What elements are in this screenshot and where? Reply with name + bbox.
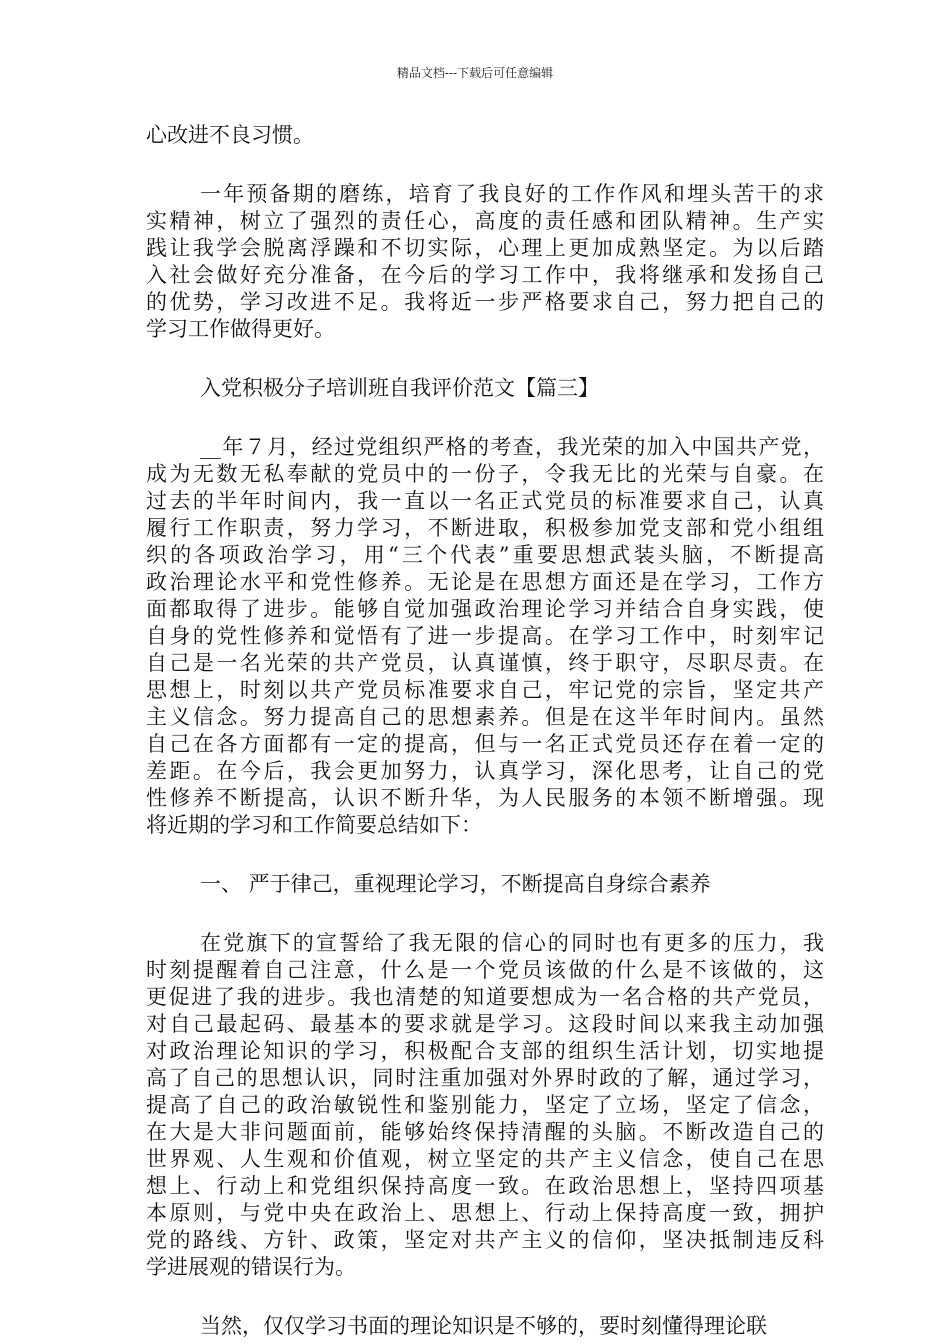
text-line: 实精神，树立了强烈的责任心，高度的责任感和团队精神。生产实 [146, 209, 824, 233]
paragraph-gap [146, 149, 824, 181]
text-line: 政治理论水平和党性修养。无论是在思想方面还是在学习，工作方 [146, 570, 824, 594]
paragraph [146, 1313, 824, 1340]
text-line: 当然，仅仅学习书面的理论知识是不够的，要时刻懂得理论联 [200, 1314, 767, 1338]
text-line: 一年预备期的磨练，培育了我良好的工作作风和埋头苦干的求 [200, 182, 824, 206]
text-line: 世界观、人生观和价值观，树立坚定的共产主义信念，使自己在思 [146, 1147, 824, 1171]
text-line: 自己在各方面都有一定的提高，但与一名正式党员还存在着一定的 [146, 732, 824, 756]
text-line: 提高了自己的政治敏锐性和鉴别能力，坚定了立场，坚定了信念， [146, 1093, 824, 1117]
text-line: 履行工作职责，努力学习，不断进取，积极参加党支部和党小组组 [146, 516, 824, 540]
section-heading [146, 375, 824, 402]
text-line: 入党积极分子培训班自我评价范文【篇三】 [200, 376, 599, 400]
section-heading [146, 871, 824, 898]
text-line: 时刻提醒着自己注意，什么是一个党员该做的什么是不该做的，这 [146, 958, 824, 982]
text-line: 的优势，学习改进不足。我将近一步严格要求自己，努力把自己的 [146, 290, 824, 314]
text-line: 入社会做好充分准备，在今后的学习工作中，我将继承和发扬自己 [146, 263, 824, 287]
text-line: 自己是一名光荣的共产党员，认真谨慎，终于职守，尽职尽责。在 [146, 651, 824, 675]
paragraph-gap [146, 1281, 824, 1313]
text-line: 性修养不断提高，认识不断升华，为人民服务的本领不断增强。现 [146, 786, 824, 810]
text-line: 对政治理论知识的学习，积极配合支部的组织生活计划，切实地提 [146, 1039, 824, 1063]
document-body [146, 122, 824, 1340]
text-line: 本原则，与党中央在政治上、思想上、行动上保持高度一致，拥护 [146, 1201, 824, 1225]
paragraph [146, 434, 824, 839]
paragraph [146, 930, 824, 1281]
text-line: 学进展观的错误行为。 [146, 1255, 356, 1279]
text-line: 党的路线、方针、政策，坚定对共产主义的信仰，坚决抵制违反科 [146, 1228, 824, 1252]
paragraph-gap [146, 343, 824, 375]
text-line: 在党旗下的宣誓给了我无限的信心的同时也有更多的压力，我 [200, 931, 824, 955]
paragraph [146, 181, 824, 343]
text-line: 面都取得了进步。能够自觉加强政治理论学习并结合自身实践，使 [146, 597, 824, 621]
text-line: 一、 严于律己，重视理论学习，不断提高自身综合素养 [200, 872, 711, 896]
text-line: __年７月，经过党组织严格的考查，我光荣的加入中国共产党， [200, 435, 824, 459]
paragraph-gap [146, 839, 824, 871]
paragraph-gap [146, 898, 824, 930]
text-line: 成为无数无私奉献的党员中的一份子，令我无比的光荣与自豪。在 [146, 462, 824, 486]
text-line: 学习工作做得更好。 [146, 317, 335, 341]
text-line: 高了自己的思想认识，同时注重加强对外界时政的了解，通过学习， [146, 1066, 824, 1090]
text-line: 在大是大非问题面前，能够始终保持清醒的头脑。不断改造自己的 [146, 1120, 824, 1144]
text-line: 织的各项政治学习，用“三个代表”重要思想武装头脑，不断提高 [146, 543, 824, 567]
paragraph-gap [146, 402, 824, 434]
text-line: 想上、行动上和党组织保持高度一致。在政治思想上，坚持四项基 [146, 1174, 824, 1198]
text-line: 差距。在今后，我会更加努力，认真学习，深化思考，让自己的党 [146, 759, 824, 783]
paragraph [146, 122, 824, 149]
text-line: 将近期的学习和工作简要总结如下： [146, 813, 482, 837]
text-line: 践让我学会脱离浮躁和不切实际，心理上更加成熟坚定。为以后踏 [146, 236, 824, 260]
text-line: 心改进不良习惯。 [146, 123, 314, 147]
text-line: 主义信念。努力提高自己的思想素养。但是在这半年时间内。虽然 [146, 705, 824, 729]
text-line: 更促进了我的进步。我也清楚的知道要想成为一名合格的共产党员， [146, 985, 824, 1009]
text-line: 对自己最起码、最基本的要求就是学习。这段时间以来我主动加强 [146, 1012, 824, 1036]
text-line: 自身的党性修养和觉悟有了进一步提高。在学习工作中，时刻牢记 [146, 624, 824, 648]
page-header: 精品文档---下载后可任意编辑 [396, 66, 554, 80]
text-line: 过去的半年时间内，我一直以一名正式党员的标准要求自己，认真 [146, 489, 824, 513]
text-line: 思想上，时刻以共产党员标准要求自己，牢记党的宗旨，坚定共产 [146, 678, 824, 702]
